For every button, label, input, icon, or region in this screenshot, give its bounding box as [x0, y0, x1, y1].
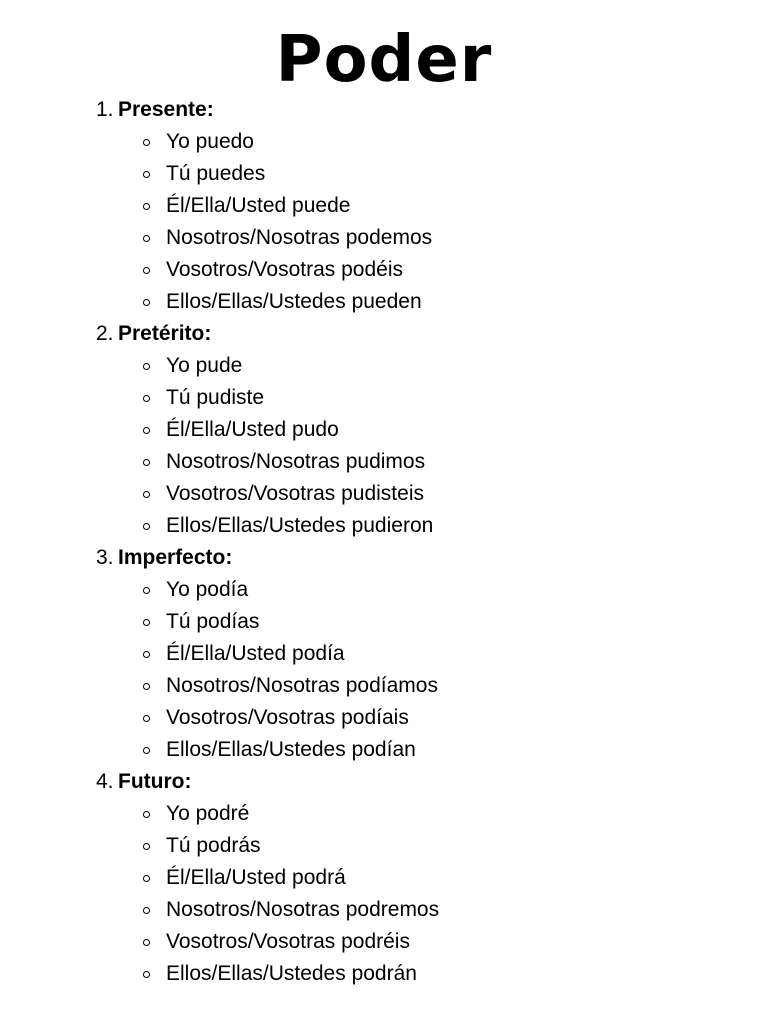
conjugation-text: Tú puedes	[166, 162, 266, 185]
circle-bullet-icon	[143, 203, 150, 210]
circle-bullet-icon	[143, 171, 150, 178]
conjugation-text: Yo podré	[166, 802, 250, 825]
circle-bullet-icon	[143, 651, 150, 658]
conjugation-text: Él/Ella/Usted podía	[166, 642, 345, 665]
conjugation-text: Vosotros/Vosotras podéis	[166, 258, 403, 281]
page-title: Poder	[275, 23, 493, 97]
conjugation-text: Yo podía	[166, 578, 249, 601]
conjugation-text: Yo puedo	[166, 130, 254, 153]
conjugation-item	[96, 510, 439, 542]
circle-bullet-icon	[143, 459, 150, 466]
circle-bullet-icon	[143, 139, 150, 146]
conjugation-text: Tú pudiste	[166, 386, 265, 409]
conjugation-text: Él/Ella/Usted podrá	[166, 866, 346, 889]
conjugation-text: Nosotros/Nosotras pudimos	[166, 450, 426, 473]
conjugation-item	[96, 126, 439, 158]
conjugation-item	[96, 894, 439, 926]
circle-bullet-icon	[143, 267, 150, 274]
conjugation-text: Tú podrás	[166, 834, 261, 857]
circle-bullet-icon	[143, 843, 150, 850]
circle-bullet-icon	[143, 811, 150, 818]
conjugation-list	[96, 126, 439, 318]
circle-bullet-icon	[143, 427, 150, 434]
conjugation-item	[96, 158, 439, 190]
circle-bullet-icon	[143, 683, 150, 690]
tense-label: Imperfecto:	[118, 546, 233, 569]
conjugation-item	[96, 958, 439, 990]
tense-number: 3.	[96, 546, 114, 569]
conjugation-item	[96, 478, 439, 510]
conjugation-item	[96, 414, 439, 446]
conjugation-text: Él/Ella/Usted puede	[166, 194, 351, 217]
conjugation-item	[96, 222, 439, 254]
conjugation-item	[96, 190, 439, 222]
conjugation-text: Tú podías	[166, 610, 260, 633]
tense-number: 4.	[96, 770, 114, 793]
conjugation-text: Nosotros/Nosotras podremos	[166, 898, 440, 921]
conjugation-item	[96, 606, 439, 638]
circle-bullet-icon	[143, 235, 150, 242]
circle-bullet-icon	[143, 491, 150, 498]
conjugation-item	[96, 638, 439, 670]
tense-section	[96, 542, 439, 766]
conjugation-text: Nosotros/Nosotras podemos	[166, 226, 433, 249]
tense-number: 1.	[96, 98, 114, 121]
circle-bullet-icon	[143, 971, 150, 978]
conjugation-item	[96, 254, 439, 286]
conjugation-text: Él/Ella/Usted pudo	[166, 418, 339, 441]
circle-bullet-icon	[143, 523, 150, 530]
circle-bullet-icon	[143, 939, 150, 946]
tense-section	[96, 318, 439, 542]
tense-number: 2.	[96, 322, 114, 345]
conjugation-text: Ellos/Ellas/Ustedes podrán	[166, 962, 417, 985]
conjugation-item	[96, 926, 439, 958]
tense-label: Pretérito:	[118, 322, 212, 345]
conjugation-list	[96, 350, 439, 542]
circle-bullet-icon	[143, 587, 150, 594]
conjugation-text: Ellos/Ellas/Ustedes pueden	[166, 290, 422, 313]
circle-bullet-icon	[143, 875, 150, 882]
circle-bullet-icon	[143, 395, 150, 402]
conjugation-item	[96, 574, 439, 606]
conjugation-text: Vosotros/Vosotras pudisteis	[166, 482, 424, 505]
tense-label: Presente:	[118, 98, 214, 121]
circle-bullet-icon	[143, 715, 150, 722]
circle-bullet-icon	[143, 363, 150, 370]
conjugation-item	[96, 830, 439, 862]
conjugation-text: Yo pude	[166, 354, 243, 377]
conjugation-text: Vosotros/Vosotras podíais	[166, 706, 409, 729]
conjugation-item	[96, 446, 439, 478]
conjugation-item	[96, 350, 439, 382]
circle-bullet-icon	[143, 619, 150, 626]
tense-heading	[96, 318, 439, 350]
conjugation-item	[96, 798, 439, 830]
tense-list	[96, 94, 439, 990]
circle-bullet-icon	[143, 299, 150, 306]
conjugation-item	[96, 382, 439, 414]
tense-heading	[96, 766, 439, 798]
tense-section	[96, 94, 439, 318]
conjugation-item	[96, 670, 439, 702]
conjugation-text: Nosotros/Nosotras podíamos	[166, 674, 438, 697]
circle-bullet-icon	[143, 747, 150, 754]
conjugation-text: Ellos/Ellas/Ustedes pudieron	[166, 514, 434, 537]
conjugation-item	[96, 734, 439, 766]
conjugation-item	[96, 862, 439, 894]
conjugation-item	[96, 702, 439, 734]
conjugation-text: Vosotros/Vosotras podréis	[166, 930, 410, 953]
circle-bullet-icon	[143, 907, 150, 914]
conjugation-list	[96, 574, 439, 766]
tense-heading	[96, 94, 439, 126]
conjugation-text: Ellos/Ellas/Ustedes podían	[166, 738, 416, 761]
conjugation-list	[96, 798, 439, 990]
tense-section	[96, 766, 439, 990]
conjugation-item	[96, 286, 439, 318]
tense-heading	[96, 542, 439, 574]
tense-label: Futuro:	[118, 770, 192, 793]
